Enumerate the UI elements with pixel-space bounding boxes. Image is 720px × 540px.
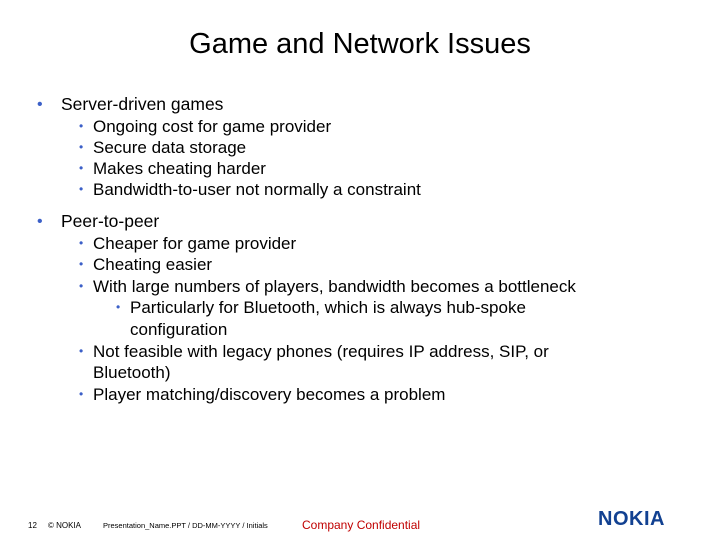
sub-bullet-secure-storage	[79, 137, 247, 158]
bullet-text: Cheaper for game provider	[93, 234, 297, 253]
sub-bullet-bandwidth-to-user	[79, 179, 421, 200]
bullet-text: Bandwidth-to-user not normally a constraint	[93, 180, 421, 199]
bullet-dot-icon: •	[37, 96, 43, 113]
bullet-dot-icon: •	[79, 344, 84, 358]
bullet-dot-icon: •	[79, 387, 84, 401]
presentation-info: Presentation_Name.PPT / DD-MM-YYYY / Initials	[103, 521, 268, 530]
bullet-dot-icon: •	[116, 300, 121, 314]
sub-sub-bullet-bluetooth-cont	[130, 319, 227, 340]
bullet-text: configuration	[130, 320, 228, 339]
sub-bullet-cheaper	[79, 233, 297, 254]
confidential-label: Company Confidential	[302, 518, 421, 532]
sub-bullet-cheating-easier	[79, 254, 213, 275]
bullet-text: Server-driven games	[61, 94, 224, 114]
bullet-dot-icon: •	[37, 213, 43, 230]
bullet-dot-icon: •	[79, 119, 84, 133]
bullet-peer-to-peer	[37, 211, 160, 232]
copyright-text: © NOKIA	[48, 521, 82, 530]
slide-title: Game and Network Issues	[189, 28, 531, 60]
bullet-text: Bluetooth)	[93, 363, 171, 382]
bullet-dot-icon: •	[79, 140, 84, 154]
sub-bullet-legacy-phones-cont	[93, 362, 171, 383]
nokia-logo: NOKIA	[598, 508, 665, 530]
sub-bullet-player-matching	[79, 384, 446, 405]
bullet-dot-icon: •	[79, 182, 84, 196]
sub-bullet-legacy-phones	[79, 341, 549, 362]
bullet-dot-icon: •	[79, 279, 84, 293]
bullet-text: Player matching/discovery becomes a problem	[93, 385, 446, 404]
bullet-text: With large numbers of players, bandwidth becomes a bottleneck	[93, 277, 576, 296]
bullet-text: Makes cheating harder	[93, 159, 266, 178]
sub-sub-bullet-bluetooth	[116, 297, 526, 318]
bullet-dot-icon: •	[79, 236, 84, 250]
bullet-dot-icon: •	[79, 257, 84, 271]
bullet-text: Ongoing cost for game provider	[93, 117, 332, 136]
sub-bullet-cheating-harder	[79, 158, 266, 179]
page-number: 12	[28, 521, 37, 530]
bullet-text: Peer-to-peer	[61, 211, 160, 231]
bullet-dot-icon: •	[79, 161, 84, 175]
bullet-text: Secure data storage	[93, 138, 247, 157]
bullet-text: Cheating easier	[93, 255, 213, 274]
bullet-text: Particularly for Bluetooth, which is always hub-spoke	[130, 298, 526, 317]
sub-bullet-bandwidth-bottleneck	[79, 276, 576, 297]
sub-bullet-ongoing-cost	[79, 116, 332, 137]
bullet-text: Not feasible with legacy phones (requires IP address, SIP, or	[93, 342, 549, 361]
bullet-server-driven	[37, 94, 224, 115]
